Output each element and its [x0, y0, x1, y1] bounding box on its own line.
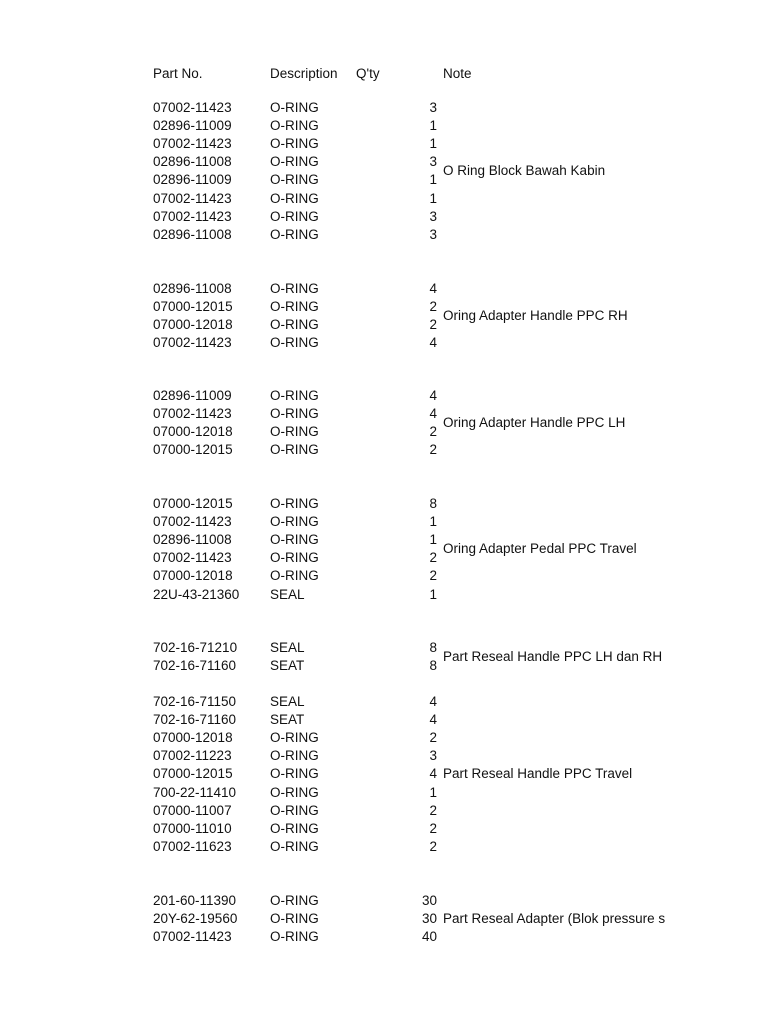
- description-cell: O-RING: [270, 802, 319, 818]
- qty-cell: 1: [429, 190, 437, 206]
- qty-cell: 3: [429, 208, 437, 224]
- description-cell: O-RING: [270, 317, 319, 333]
- description-cell: O-RING: [270, 100, 319, 115]
- qty-cell: 4: [429, 712, 437, 728]
- qty-cell: 1: [429, 118, 437, 134]
- part-number-cell: 702-16-71210: [153, 640, 238, 655]
- part-number-cell: 07000-12018: [153, 424, 233, 440]
- qty-cell: 30: [421, 911, 437, 927]
- qty-cell: 2: [429, 442, 437, 458]
- description-cell: O-RING: [270, 208, 319, 224]
- qty-cell: 1: [429, 136, 437, 152]
- qty-cell: 4: [429, 406, 437, 422]
- part-number-cell: 07000-12015: [153, 442, 233, 458]
- qty-cell: 1: [429, 586, 437, 602]
- description-cell: O-RING: [270, 550, 319, 566]
- description-cell: O-RING: [270, 514, 319, 530]
- part-number-cell: 07000-12018: [153, 568, 233, 584]
- part-number-cell: 02896-11009: [153, 388, 232, 403]
- description-cell: O-RING: [270, 154, 319, 170]
- description-cell: O-RING: [270, 784, 319, 800]
- part-number-cell: 22U-43-21360: [153, 586, 240, 602]
- qty-cell: 4: [429, 388, 437, 403]
- part-number-cell: 07000-12015: [153, 766, 233, 782]
- part-number-cell: 20Y-62-19560: [153, 911, 238, 927]
- group-note: O Ring Block Bawah Kabin: [443, 163, 606, 179]
- part-number-cell: 02896-11008: [153, 226, 232, 242]
- part-number-cell: 07000-11010: [153, 820, 232, 836]
- part-number-cell: 07000-12018: [153, 730, 233, 746]
- description-cell: SEAT: [270, 712, 305, 728]
- description-cell: SEAT: [270, 658, 305, 674]
- qty-cell: 8: [429, 658, 437, 674]
- qty-cell: 4: [429, 766, 437, 782]
- group-note: Oring Adapter Handle PPC LH: [443, 415, 626, 431]
- qty-cell: 2: [429, 299, 437, 315]
- part-number-cell: 07002-11423: [153, 190, 232, 206]
- description-cell: SEAL: [270, 586, 305, 602]
- qty-cell: 8: [429, 496, 437, 511]
- description-cell: O-RING: [270, 388, 319, 403]
- qty-cell: 2: [429, 317, 437, 333]
- description-cell: O-RING: [270, 136, 319, 152]
- description-cell: SEAL: [270, 640, 305, 655]
- part-number-cell: 07000-12018: [153, 317, 233, 333]
- header-part-no: Part No.: [153, 66, 203, 81]
- description-cell: O-RING: [270, 442, 319, 458]
- description-cell: O-RING: [270, 532, 319, 548]
- part-number-cell: 07002-11423: [153, 335, 232, 351]
- description-cell: O-RING: [270, 911, 319, 927]
- description-cell: O-RING: [270, 118, 319, 134]
- description-cell: SEAL: [270, 694, 305, 709]
- description-cell: O-RING: [270, 281, 319, 296]
- qty-cell: 2: [429, 730, 437, 746]
- part-number-cell: 02896-11008: [153, 154, 232, 170]
- group-note: Part Reseal Adapter (Blok pressure s: [443, 911, 666, 927]
- description-cell: O-RING: [270, 748, 319, 764]
- header-note: Note: [443, 66, 472, 81]
- qty-cell: 2: [429, 802, 437, 818]
- header-description: Description: [270, 66, 338, 81]
- group-note: Oring Adapter Handle PPC RH: [443, 308, 628, 324]
- qty-cell: 1: [429, 532, 437, 548]
- group-note: Part Reseal Handle PPC LH dan RH: [443, 649, 663, 665]
- description-cell: O-RING: [270, 424, 319, 440]
- part-number-cell: 07002-11423: [153, 929, 232, 945]
- qty-cell: 2: [429, 838, 437, 854]
- qty-cell: 2: [429, 424, 437, 440]
- description-cell: O-RING: [270, 172, 319, 188]
- part-number-cell: 02896-11009: [153, 118, 232, 134]
- qty-cell: 4: [429, 335, 437, 351]
- part-number-cell: 07002-11423: [153, 208, 232, 224]
- description-cell: O-RING: [270, 568, 319, 584]
- description-cell: O-RING: [270, 190, 319, 206]
- part-number-cell: 07000-12015: [153, 496, 233, 511]
- qty-cell: 3: [429, 748, 437, 764]
- description-cell: O-RING: [270, 730, 319, 746]
- qty-cell: 1: [429, 784, 437, 800]
- part-number-cell: 702-16-71150: [153, 694, 237, 709]
- part-number-cell: 02896-11008: [153, 532, 232, 548]
- description-cell: O-RING: [270, 335, 319, 351]
- description-cell: O-RING: [270, 406, 319, 422]
- qty-cell: 2: [429, 820, 437, 836]
- description-cell: O-RING: [270, 929, 319, 945]
- qty-cell: 3: [429, 100, 437, 115]
- description-cell: O-RING: [270, 893, 319, 908]
- part-number-cell: 02896-11008: [153, 281, 232, 296]
- part-number-cell: 702-16-71160: [153, 658, 237, 674]
- qty-cell: 1: [429, 172, 437, 188]
- qty-cell: 1: [429, 514, 437, 530]
- qty-cell: 2: [429, 550, 437, 566]
- description-cell: O-RING: [270, 820, 319, 836]
- part-number-cell: 07002-11223: [153, 748, 232, 764]
- description-cell: O-RING: [270, 766, 319, 782]
- description-cell: O-RING: [270, 838, 319, 854]
- header-qty: Q'ty: [356, 66, 380, 81]
- part-number-cell: 07002-11423: [153, 514, 232, 530]
- group-note: Part Reseal Handle PPC Travel: [443, 766, 633, 782]
- part-number-cell: 700-22-11410: [153, 784, 237, 800]
- part-number-cell: 07000-11007: [153, 802, 232, 818]
- part-number-cell: 07002-11423: [153, 550, 232, 566]
- qty-cell: 3: [429, 226, 437, 242]
- description-cell: O-RING: [270, 226, 319, 242]
- qty-cell: 8: [429, 640, 437, 655]
- part-number-cell: 201-60-11390: [153, 893, 237, 908]
- group-note: Oring Adapter Pedal PPC Travel: [443, 541, 637, 557]
- part-number-cell: 07002-11623: [153, 838, 232, 854]
- part-number-cell: 702-16-71160: [153, 712, 237, 728]
- qty-cell: 4: [429, 694, 437, 709]
- description-cell: O-RING: [270, 496, 319, 511]
- description-cell: O-RING: [270, 299, 319, 315]
- qty-cell: 3: [429, 154, 437, 170]
- qty-cell: 2: [429, 568, 437, 584]
- part-number-cell: 02896-11009: [153, 172, 232, 188]
- part-number-cell: 07000-12015: [153, 299, 233, 315]
- qty-cell: 40: [421, 929, 437, 945]
- part-number-cell: 07002-11423: [153, 136, 232, 152]
- part-number-cell: 07002-11423: [153, 100, 232, 115]
- qty-cell: 30: [421, 893, 437, 908]
- part-number-cell: 07002-11423: [153, 406, 232, 422]
- qty-cell: 4: [429, 281, 437, 296]
